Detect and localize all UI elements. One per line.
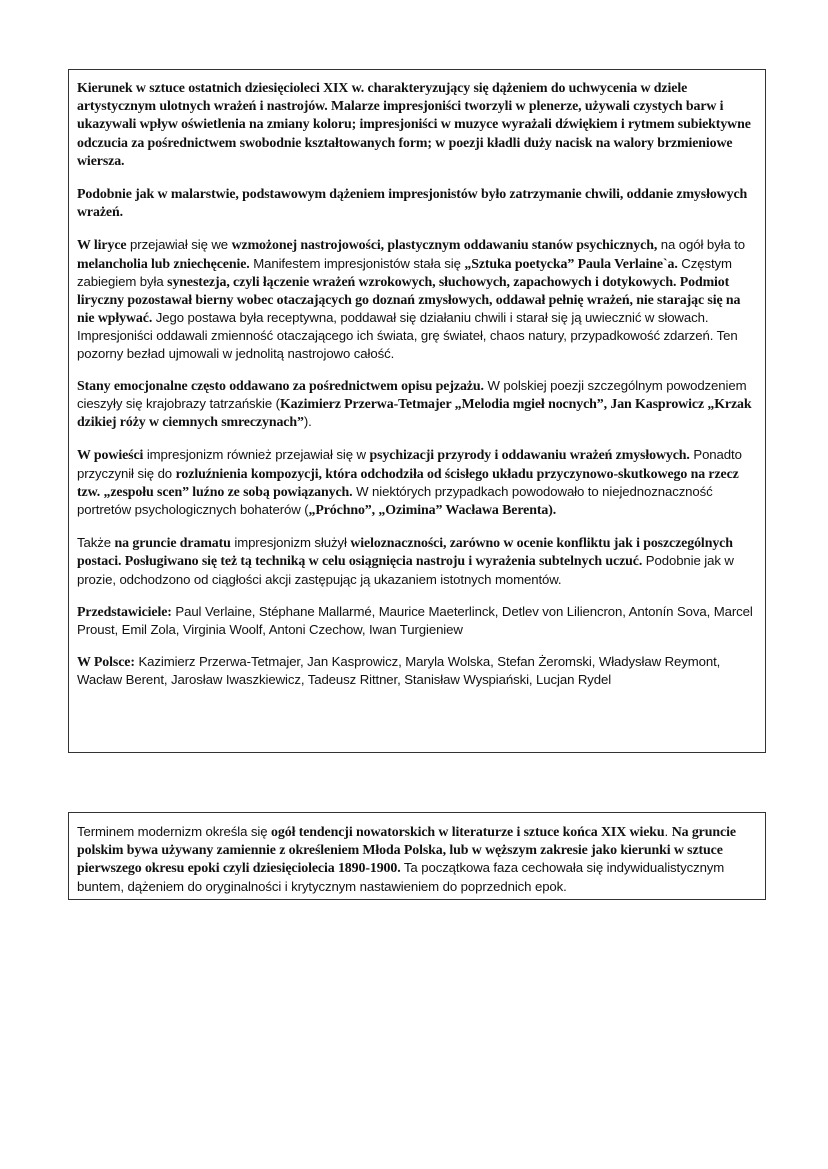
text-run: Kazimierz Przerwa-Tetmajer, Jan Kasprowicz, Maryla Wolska, Stefan Żeromski, Władysław Reymont, Wacław Berent, Jarosław Iwaszkiewicz, Tadeusz Rittner, Stanisław Wyspiański, Lucjan Rydel <box>77 654 721 688</box>
text-run: impresjonizm służył <box>230 535 351 551</box>
bold-text-run: na gruncie dramatu <box>114 536 231 552</box>
paragraph-powiesc <box>77 446 757 519</box>
bold-text-run: synestezja, czyli łączenie wrażeń wzrokowych, słuchowych, zapachowych i dotykowych. Podmiot liryczny pozostawał bierny wobec otaczających go doznań zmysłowych, oddawał pełnię wrażeń, nie starając się na nie wpływać. <box>77 274 741 327</box>
paragraph-przedstawiciele <box>77 603 757 638</box>
bold-text-run: wieloznaczności, zarówno w ocenie konfliktu jak i poszczególnych postaci. Posługiwano się też tą techniką w celu osiągnięcia nastroju i wyrażenia subtelnych uczuć. <box>77 536 733 570</box>
paragraph-dazenie <box>77 185 757 221</box>
bold-text-run: psychizacji przyrody i oddawaniu wrażeń zmysłowych. <box>369 448 690 464</box>
bold-text-run: wzmożonej nastrojowości, plastycznym oddawaniu stanów psychicznych, <box>231 238 658 254</box>
bold-text-run: „Próchno”, „Ozimina” Wacława Berenta). <box>308 503 557 519</box>
paragraph-definicja <box>77 79 757 170</box>
bold-text-run: Przedstawiciele: <box>77 604 172 620</box>
text-run: ). <box>303 414 312 430</box>
text-run: Także <box>77 535 115 551</box>
bold-text-run: Podobnie jak w malarstwie, podstawowym dążeniem impresjonistów było zatrzymanie chwili, oddanie zmysłowych wrażeń. <box>77 187 748 221</box>
paragraph-liryka <box>77 236 757 361</box>
text-run: Terminem modernizm określa się <box>77 824 272 839</box>
text-run: W niektórych przypadkach powodowało to niejednoznaczność portretów psychologicznych bohaterów ( <box>77 483 713 518</box>
text-run: na ogół była to <box>657 237 746 253</box>
text-run: Ponadto przyczynił się do <box>77 447 742 481</box>
bold-text-run: melancholia lub zniechęcenie. <box>77 256 250 272</box>
text-run: Jego postawa była receptywna, poddawał się działaniu chwili i starał się ją uwiecznić w słowach. Impresjoniści oddawali zmienność otaczającego ich świata, grę świateł, chaos natury, przypadkowość zdarzeń. Ten pozorny bezład ujmowali w jednolitą nastrojowo całość. <box>77 310 738 361</box>
bold-text-run: W liryce <box>77 238 127 254</box>
bold-text-run: W powieści <box>77 448 144 464</box>
paragraph-pejzaz <box>77 377 757 432</box>
bold-text-run: Na gruncie polskim bywa używany zamiennie z określeniem Młoda Polska, lub w węższym zakresie jako kierunki w sztuce pierwszego okresu epoki czyli dziesięciolecia 1890-1900. <box>77 825 736 877</box>
paragraph-dramat <box>77 534 757 588</box>
text-run: przejawiał się we <box>126 237 232 253</box>
bold-text-run: W Polsce: <box>77 655 135 671</box>
paragraph-w-polsce <box>77 653 757 688</box>
modernizm-box <box>68 812 766 900</box>
bold-text-run: ogół tendencji nowatorskich w literaturze i sztuce końca XIX wieku <box>271 825 665 840</box>
bold-text-run: Kazimierz Przerwa-Tetmajer „Melodia mgieł nocnych”, Jan Kasprowicz „Krzak dzikiej róży w ciemnych smreczynach” <box>77 397 752 431</box>
bold-text-run: Stany emocjonalne często oddawano za pośrednictwem opisu pejzażu. <box>77 378 484 394</box>
bold-text-run: „Sztuka poetycka” Paula Verlaine`a. <box>464 256 678 272</box>
text-run: Paul Verlaine, Stéphane Mallarmé, Maurice Maeterlinck, Detlev von Liliencron, Antonín Sova, Marcel Proust, Emil Zola, Virginia Woolf, Antoni Czechow, Iwan Turgieniew <box>77 603 753 638</box>
text-run: Ta początkowa faza cechowała się indywidualistycznym buntem, dążeniem do oryginalności i krytycznym nastawieniem do poprzednich epok. <box>77 860 725 894</box>
text-run: . <box>664 824 672 839</box>
paragraph-modernizm <box>77 823 757 895</box>
text-run: impresjonizm również przejawiał się w <box>143 447 370 463</box>
text-run: Podobnie jak w prozie, odchodzono od ciągłości akcji zastępując ją ukazaniem istotnych momentów. <box>77 553 734 587</box>
text-run: Częstym zabiegiem była <box>77 255 732 289</box>
text-run: Manifestem impresjonistów stała się <box>249 255 465 271</box>
text-run: W polskiej poezji szczególnym powodzeniem cieszyły się krajobrazy tatrzańskie ( <box>77 377 747 412</box>
bold-text-run: Kierunek w sztuce ostatnich dziesięcioleci XIX w. charakteryzujący się dążeniem do uchwycenia w dziele artystycznym ulotnych wrażeń i nastrojów. Malarze impresjoniści tworzyli w plenerze, używali czystych barw i ukazywali wpływ oświetlenia na zmiany koloru; impresjoniści w muzyce wyrażali dźwiękiem i rytmem subiektywne odczucia za pośrednictwem swobodnie kształtowanych form; w poezji kładli duży nacisk na walory brzmieniowe wiersza. <box>77 81 751 169</box>
bold-text-run: rozluźnienia kompozycji, która odchodziła od ścisłego układu przyczynowo-skutkowego na rzecz tzw. „zespołu scen” luźno ze sobą powiązanych. <box>77 466 739 500</box>
impresjonizm-box <box>68 69 766 753</box>
